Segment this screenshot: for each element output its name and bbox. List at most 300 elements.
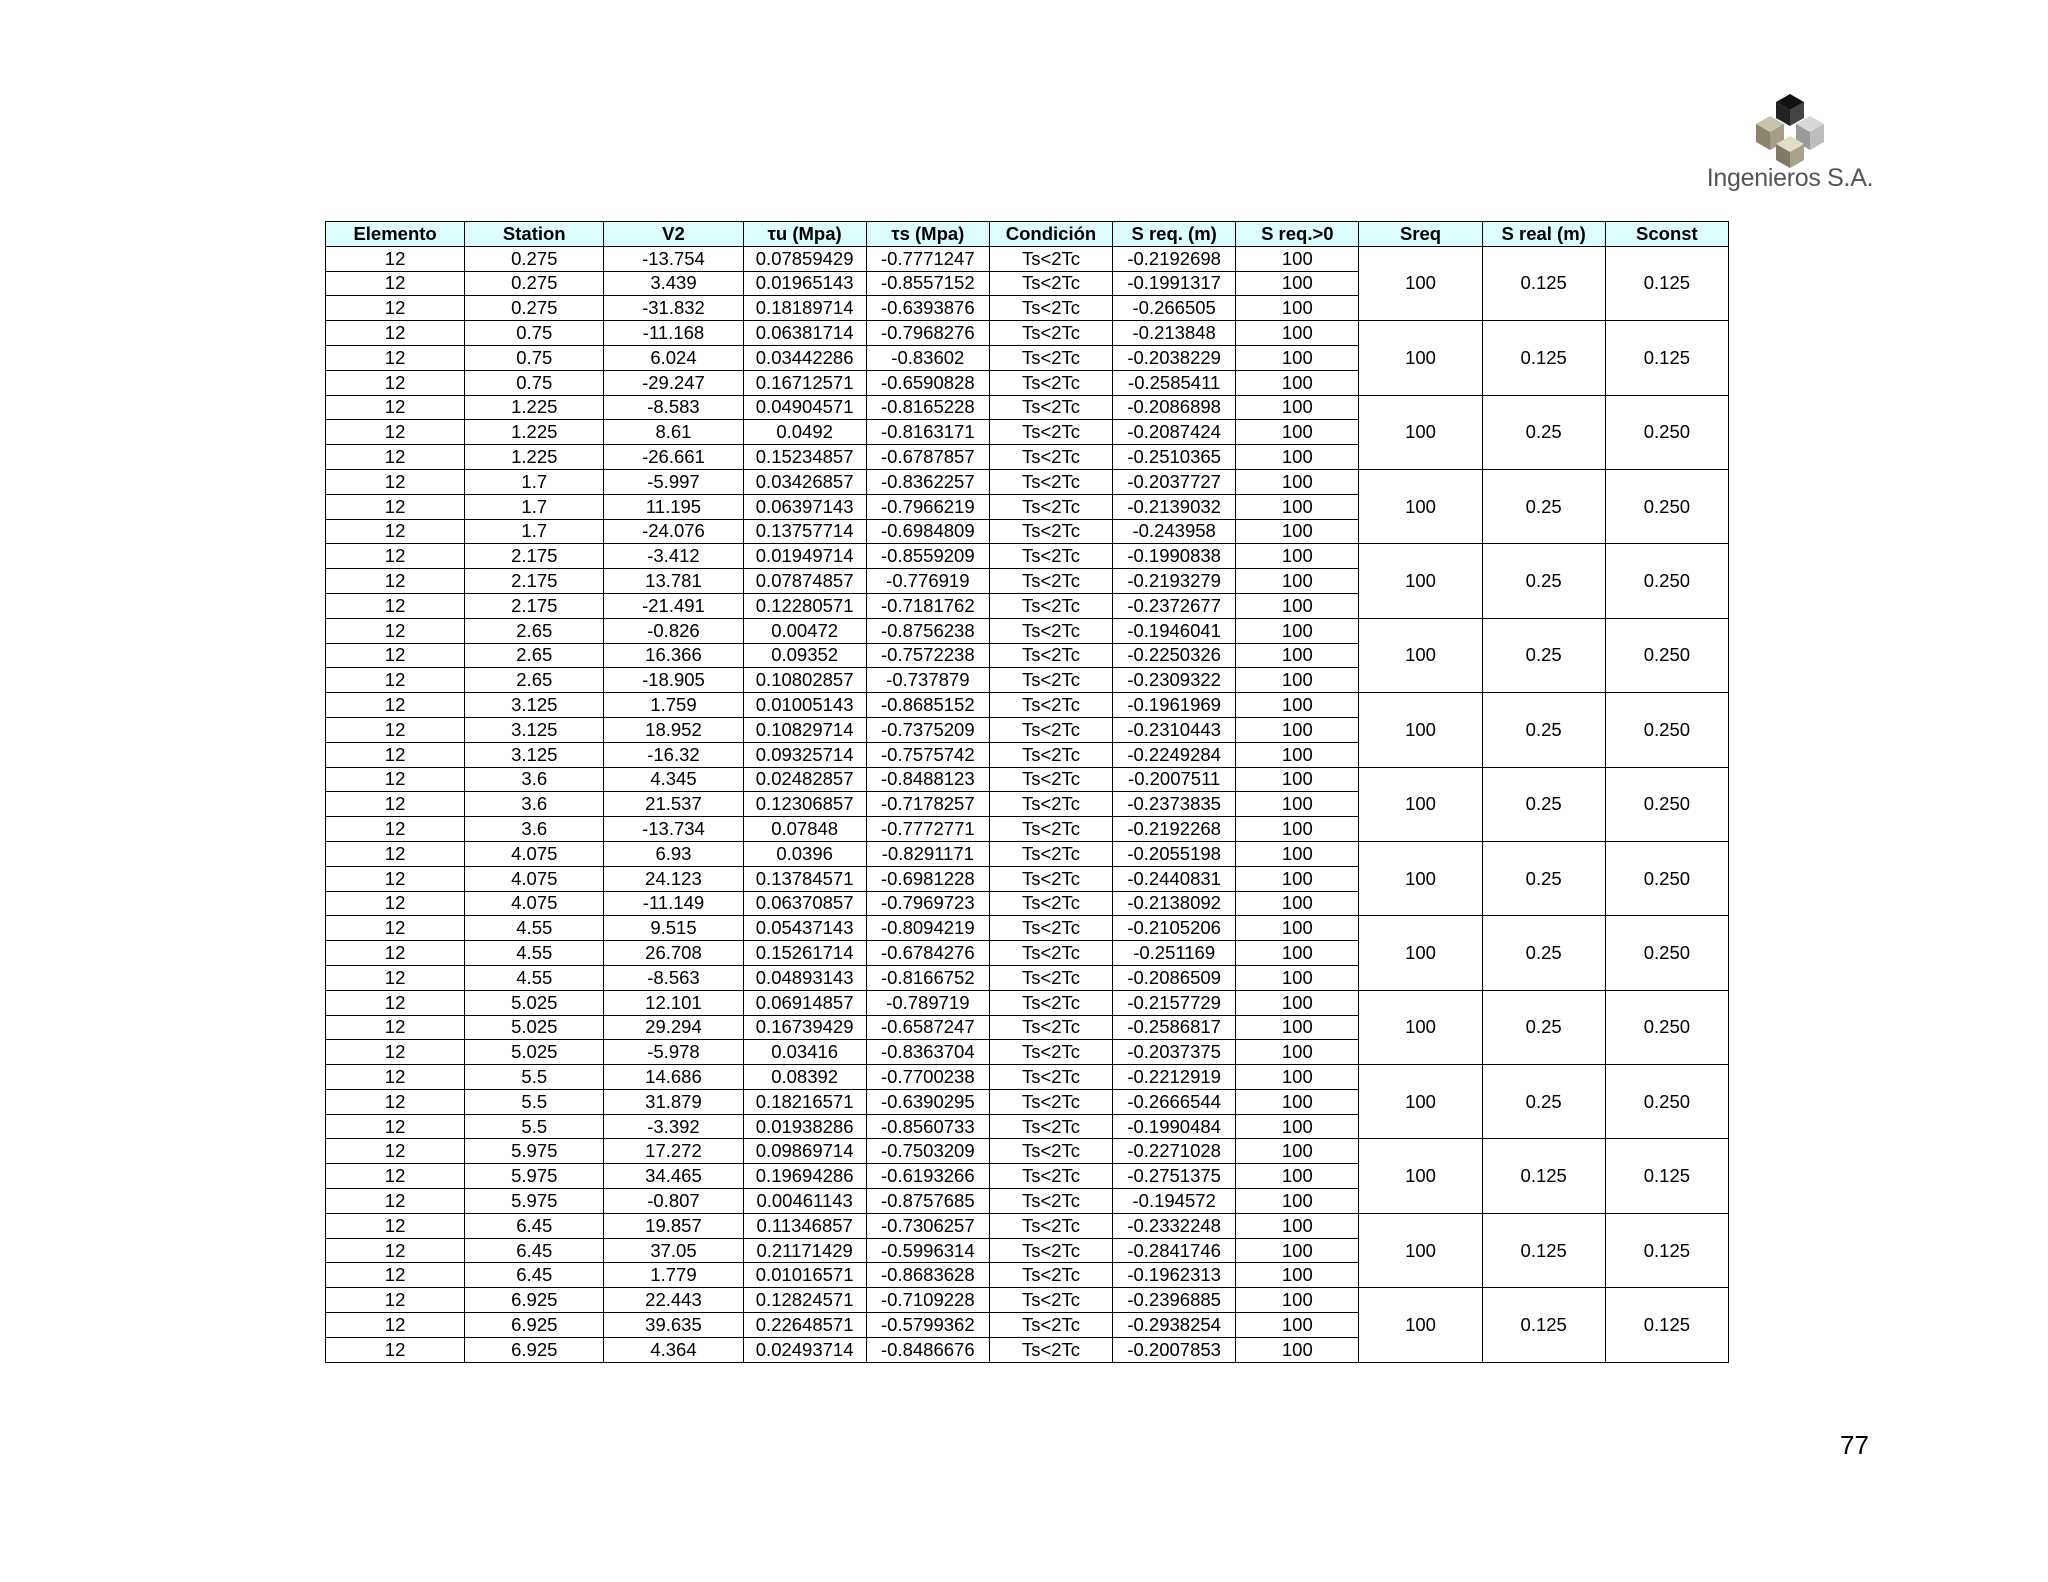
table-cell: 4.364	[604, 1337, 743, 1362]
table-cell: 5.5	[465, 1089, 604, 1114]
table-cell: Ts<2Tc	[989, 370, 1112, 395]
s-real-cell: 0.25	[1482, 469, 1605, 543]
table-cell: 4.075	[465, 866, 604, 891]
table-cell: 0.00472	[743, 618, 866, 643]
table-cell: 12	[326, 767, 465, 792]
table-cell: -0.7700238	[866, 1065, 989, 1090]
table-cell: -0.2086898	[1113, 395, 1236, 420]
table-cell: -0.8560733	[866, 1114, 989, 1139]
table-cell: 1.759	[604, 693, 743, 718]
table-cell: 4.55	[465, 941, 604, 966]
table-cell: 100	[1236, 767, 1359, 792]
table-cell: 100	[1236, 494, 1359, 519]
table-cell: Ts<2Tc	[989, 469, 1112, 494]
table-cell: 5.025	[465, 1040, 604, 1065]
table-cell: 100	[1236, 519, 1359, 544]
table-cell: -0.2087424	[1113, 420, 1236, 445]
table-cell: 0.02482857	[743, 767, 866, 792]
table-cell: 0.05437143	[743, 916, 866, 941]
table-cell: 100	[1236, 916, 1359, 941]
table-cell: 1.7	[465, 469, 604, 494]
table-row	[326, 1065, 1729, 1090]
table-cell: Ts<2Tc	[989, 618, 1112, 643]
table-cell: 6.45	[465, 1238, 604, 1263]
table-cell: 0.21171429	[743, 1238, 866, 1263]
table-cell: 100	[1236, 1263, 1359, 1288]
table-cell: -0.213848	[1113, 321, 1236, 346]
table-cell: 12	[326, 544, 465, 569]
table-row	[326, 693, 1729, 718]
table-cell: -0.7575742	[866, 742, 989, 767]
sconst-cell: 0.250	[1605, 395, 1728, 469]
table-cell: 12.101	[604, 990, 743, 1015]
table-cell: 100	[1236, 1238, 1359, 1263]
table-cell: 0.0492	[743, 420, 866, 445]
table-cell: 0.15234857	[743, 445, 866, 470]
sconst-cell: 0.250	[1605, 544, 1728, 618]
table-cell: -0.243958	[1113, 519, 1236, 544]
table-cell: 100	[1236, 1313, 1359, 1338]
table-cell: 12	[326, 618, 465, 643]
table-cell: Ts<2Tc	[989, 643, 1112, 668]
table-cell: 12	[326, 1263, 465, 1288]
table-cell: 12	[326, 1139, 465, 1164]
table-cell: 0.22648571	[743, 1313, 866, 1338]
table-cell: Ts<2Tc	[989, 246, 1112, 271]
table-cell: 100	[1236, 990, 1359, 1015]
sreq-cell: 100	[1359, 544, 1482, 618]
table-cell: -0.6784276	[866, 941, 989, 966]
table-cell: 4.345	[604, 767, 743, 792]
table-cell: 2.65	[465, 668, 604, 693]
table-cell: -0.266505	[1113, 296, 1236, 321]
table-cell: 3.125	[465, 693, 604, 718]
table-cell: -0.5996314	[866, 1238, 989, 1263]
table-cell: 100	[1236, 618, 1359, 643]
table-cell: 100	[1236, 1337, 1359, 1362]
header-tau-u: τu (Mpa)	[743, 222, 866, 247]
table-cell: -0.1990838	[1113, 544, 1236, 569]
sconst-cell: 0.250	[1605, 693, 1728, 767]
table-cell: 12	[326, 445, 465, 470]
sreq-cell: 100	[1359, 1288, 1482, 1362]
table-cell: -0.2138092	[1113, 891, 1236, 916]
table-cell: -0.2332248	[1113, 1213, 1236, 1238]
table-cell: 12	[326, 246, 465, 271]
table-cell: Ts<2Tc	[989, 1337, 1112, 1362]
table-cell: Ts<2Tc	[989, 916, 1112, 941]
table-cell: 16.366	[604, 643, 743, 668]
table-cell: -0.7503209	[866, 1139, 989, 1164]
table-cell: 0.03416	[743, 1040, 866, 1065]
table-cell: 1.225	[465, 420, 604, 445]
table-cell: -0.826	[604, 618, 743, 643]
table-cell: 0.15261714	[743, 941, 866, 966]
table-cell: Ts<2Tc	[989, 817, 1112, 842]
table-cell: 100	[1236, 1189, 1359, 1214]
header-v2: V2	[604, 222, 743, 247]
table-cell: 12	[326, 891, 465, 916]
table-row	[326, 990, 1729, 1015]
table-cell: Ts<2Tc	[989, 271, 1112, 296]
sreq-cell: 100	[1359, 395, 1482, 469]
sreq-cell: 100	[1359, 1139, 1482, 1213]
table-cell: 6.93	[604, 841, 743, 866]
table-cell: 4.075	[465, 891, 604, 916]
table-cell: 3.6	[465, 817, 604, 842]
table-cell: -0.7178257	[866, 792, 989, 817]
table-cell: 12	[326, 395, 465, 420]
table-cell: 9.515	[604, 916, 743, 941]
table-cell: -29.247	[604, 370, 743, 395]
table-cell: 1.225	[465, 445, 604, 470]
table-cell: Ts<2Tc	[989, 668, 1112, 693]
page-number: 77	[1840, 1430, 1869, 1460]
table-cell: Ts<2Tc	[989, 593, 1112, 618]
table-cell: 100	[1236, 1114, 1359, 1139]
table-cell: 12	[326, 494, 465, 519]
table-cell: -0.2139032	[1113, 494, 1236, 519]
table-cell: -0.8557152	[866, 271, 989, 296]
table-cell: Ts<2Tc	[989, 965, 1112, 990]
table-cell: -21.491	[604, 593, 743, 618]
table-cell: -0.6787857	[866, 445, 989, 470]
table-cell: -0.6193266	[866, 1164, 989, 1189]
table-row	[326, 321, 1729, 346]
table-cell: 12	[326, 1213, 465, 1238]
table-cell: 34.465	[604, 1164, 743, 1189]
table-cell: Ts<2Tc	[989, 1288, 1112, 1313]
table-cell: 100	[1236, 395, 1359, 420]
table-cell: -0.7771247	[866, 246, 989, 271]
table-cell: 5.025	[465, 990, 604, 1015]
table-cell: 12	[326, 990, 465, 1015]
table-cell: 12	[326, 420, 465, 445]
table-cell: 12	[326, 742, 465, 767]
table-cell: -0.8683628	[866, 1263, 989, 1288]
table-cell: 100	[1236, 1040, 1359, 1065]
table-cell: 2.175	[465, 569, 604, 594]
table-cell: 0.00461143	[743, 1189, 866, 1214]
table-cell: -0.2038229	[1113, 345, 1236, 370]
header-station: Station	[465, 222, 604, 247]
table-cell: 0.08392	[743, 1065, 866, 1090]
table-cell: -0.8559209	[866, 544, 989, 569]
table-cell: 14.686	[604, 1065, 743, 1090]
table-cell: -18.905	[604, 668, 743, 693]
table-cell: Ts<2Tc	[989, 767, 1112, 792]
table-row	[326, 1213, 1729, 1238]
table-cell: 24.123	[604, 866, 743, 891]
table-cell: -0.2055198	[1113, 841, 1236, 866]
table-cell: -0.8363704	[866, 1040, 989, 1065]
table-cell: -0.2841746	[1113, 1238, 1236, 1263]
table-cell: -0.807	[604, 1189, 743, 1214]
table-row	[326, 246, 1729, 271]
table-cell: -0.2105206	[1113, 916, 1236, 941]
table-cell: 0.01965143	[743, 271, 866, 296]
table-cell: 100	[1236, 246, 1359, 271]
table-cell: 4.075	[465, 841, 604, 866]
table-cell: 13.781	[604, 569, 743, 594]
s-real-cell: 0.25	[1482, 395, 1605, 469]
sreq-cell: 100	[1359, 618, 1482, 692]
table-cell: 100	[1236, 1065, 1359, 1090]
table-cell: 12	[326, 1089, 465, 1114]
table-cell: -0.8165228	[866, 395, 989, 420]
table-cell: Ts<2Tc	[989, 494, 1112, 519]
table-cell: -0.8488123	[866, 767, 989, 792]
table-cell: 100	[1236, 1213, 1359, 1238]
table-cell: 0.02493714	[743, 1337, 866, 1362]
table-cell: Ts<2Tc	[989, 420, 1112, 445]
table-row	[326, 767, 1729, 792]
sconst-cell: 0.125	[1605, 1139, 1728, 1213]
table-cell: -0.6984809	[866, 519, 989, 544]
table-cell: 11.195	[604, 494, 743, 519]
table-cell: -0.1946041	[1113, 618, 1236, 643]
table-cell: Ts<2Tc	[989, 321, 1112, 346]
table-cell: 2.65	[465, 618, 604, 643]
table-cell: 12	[326, 792, 465, 817]
table-cell: Ts<2Tc	[989, 544, 1112, 569]
table-cell: 6.925	[465, 1313, 604, 1338]
table-cell: -0.2086509	[1113, 965, 1236, 990]
table-cell: 5.5	[465, 1114, 604, 1139]
table-cell: 12	[326, 1313, 465, 1338]
table-cell: -0.2938254	[1113, 1313, 1236, 1338]
table-cell: 31.879	[604, 1089, 743, 1114]
table-cell: Ts<2Tc	[989, 1089, 1112, 1114]
sconst-cell: 0.250	[1605, 469, 1728, 543]
table-cell: 0.12280571	[743, 593, 866, 618]
table-cell: 0.75	[465, 370, 604, 395]
table-cell: Ts<2Tc	[989, 866, 1112, 891]
table-cell: 1.225	[465, 395, 604, 420]
table-cell: 3.125	[465, 742, 604, 767]
table-cell: Ts<2Tc	[989, 891, 1112, 916]
table-cell: -11.149	[604, 891, 743, 916]
table-cell: Ts<2Tc	[989, 296, 1112, 321]
sreq-cell: 100	[1359, 916, 1482, 990]
table-cell: -0.1962313	[1113, 1263, 1236, 1288]
table-cell: 100	[1236, 1139, 1359, 1164]
table-cell: 12	[326, 1288, 465, 1313]
table-cell: 3.6	[465, 767, 604, 792]
table-cell: -0.8166752	[866, 965, 989, 990]
table-cell: -5.978	[604, 1040, 743, 1065]
sconst-cell: 0.250	[1605, 990, 1728, 1064]
table-cell: 0.01005143	[743, 693, 866, 718]
table-cell: -0.8756238	[866, 618, 989, 643]
table-cell: 100	[1236, 1015, 1359, 1040]
table-cell: 0.07848	[743, 817, 866, 842]
s-real-cell: 0.125	[1482, 1213, 1605, 1287]
table-cell: Ts<2Tc	[989, 841, 1112, 866]
table-cell: 1.779	[604, 1263, 743, 1288]
table-cell: -11.168	[604, 321, 743, 346]
table-cell: 0.11346857	[743, 1213, 866, 1238]
table-cell: -0.8685152	[866, 693, 989, 718]
table-cell: Ts<2Tc	[989, 990, 1112, 1015]
table-cell: -0.1991317	[1113, 271, 1236, 296]
table-cell: Ts<2Tc	[989, 445, 1112, 470]
table-cell: -0.2007511	[1113, 767, 1236, 792]
s-real-cell: 0.25	[1482, 693, 1605, 767]
table-cell: 6.925	[465, 1337, 604, 1362]
sconst-cell: 0.250	[1605, 841, 1728, 915]
table-cell: 100	[1236, 296, 1359, 321]
table-cell: 0.06914857	[743, 990, 866, 1015]
table-cell: -0.5799362	[866, 1313, 989, 1338]
s-real-cell: 0.25	[1482, 990, 1605, 1064]
table-cell: -0.2586817	[1113, 1015, 1236, 1040]
table-cell: 12	[326, 469, 465, 494]
table-cell: -0.7966219	[866, 494, 989, 519]
table-cell: 0.06370857	[743, 891, 866, 916]
table-row	[326, 395, 1729, 420]
table-cell: -0.2250326	[1113, 643, 1236, 668]
table-cell: 100	[1236, 271, 1359, 296]
table-cell: -13.734	[604, 817, 743, 842]
table-cell: -0.2440831	[1113, 866, 1236, 891]
s-real-cell: 0.25	[1482, 841, 1605, 915]
table-cell: 29.294	[604, 1015, 743, 1040]
table-cell: 12	[326, 271, 465, 296]
table-row	[326, 841, 1729, 866]
table-cell: 12	[326, 345, 465, 370]
table-cell: Ts<2Tc	[989, 1263, 1112, 1288]
table-cell: -0.7968276	[866, 321, 989, 346]
table-cell: -0.2037727	[1113, 469, 1236, 494]
company-logo	[1700, 92, 1880, 202]
table-cell: 12	[326, 841, 465, 866]
table-cell: -0.2157729	[1113, 990, 1236, 1015]
table-cell: 1.7	[465, 494, 604, 519]
table-row	[326, 544, 1729, 569]
table-cell: -0.6981228	[866, 866, 989, 891]
table-cell: 3.439	[604, 271, 743, 296]
table-cell: 100	[1236, 792, 1359, 817]
table-cell: 18.952	[604, 717, 743, 742]
table-cell: 100	[1236, 469, 1359, 494]
table-cell: 0.18189714	[743, 296, 866, 321]
table-row	[326, 469, 1729, 494]
table-cell: Ts<2Tc	[989, 569, 1112, 594]
table-cell: -5.997	[604, 469, 743, 494]
table-cell: Ts<2Tc	[989, 519, 1112, 544]
s-real-cell: 0.125	[1482, 1139, 1605, 1213]
table-cell: -0.2372677	[1113, 593, 1236, 618]
sreq-cell: 100	[1359, 321, 1482, 395]
table-cell: 100	[1236, 693, 1359, 718]
table-cell: -0.251169	[1113, 941, 1236, 966]
table-cell: Ts<2Tc	[989, 1313, 1112, 1338]
table-cell: 19.857	[604, 1213, 743, 1238]
table-cell: 0.16712571	[743, 370, 866, 395]
cube-logo-icon	[1750, 92, 1830, 172]
table-cell: 3.6	[465, 792, 604, 817]
s-real-cell: 0.25	[1482, 1065, 1605, 1139]
table-cell: 100	[1236, 544, 1359, 569]
table-cell: Ts<2Tc	[989, 395, 1112, 420]
table-cell: Ts<2Tc	[989, 1238, 1112, 1263]
table-cell: 12	[326, 1065, 465, 1090]
table-cell: 0.10802857	[743, 668, 866, 693]
table-cell: 6.024	[604, 345, 743, 370]
sreq-cell: 100	[1359, 841, 1482, 915]
table-cell: 0.75	[465, 345, 604, 370]
table-cell: Ts<2Tc	[989, 1065, 1112, 1090]
sconst-cell: 0.125	[1605, 1288, 1728, 1362]
table-cell: 4.55	[465, 916, 604, 941]
table-cell: 0.16739429	[743, 1015, 866, 1040]
table-cell: 12	[326, 370, 465, 395]
table-cell: 0.01016571	[743, 1263, 866, 1288]
table-cell: 0.0396	[743, 841, 866, 866]
table-cell: 12	[326, 1015, 465, 1040]
table-cell: -0.7772771	[866, 817, 989, 842]
table-cell: 100	[1236, 1164, 1359, 1189]
table-cell: -0.776919	[866, 569, 989, 594]
header-s-real: S real (m)	[1482, 222, 1605, 247]
table-cell: -0.6590828	[866, 370, 989, 395]
table-cell: 26.708	[604, 941, 743, 966]
table-cell: 100	[1236, 717, 1359, 742]
table-cell: 12	[326, 1189, 465, 1214]
table-cell: -0.6393876	[866, 296, 989, 321]
table-cell: 0.07874857	[743, 569, 866, 594]
table-cell: 0.13784571	[743, 866, 866, 891]
table-cell: 12	[326, 519, 465, 544]
table-cell: 12	[326, 866, 465, 891]
table-cell: Ts<2Tc	[989, 1015, 1112, 1040]
header-s-req: S req. (m)	[1113, 222, 1236, 247]
table-cell: -24.076	[604, 519, 743, 544]
table-cell: 5.975	[465, 1189, 604, 1214]
table-cell: 100	[1236, 345, 1359, 370]
header-condicion: Condición	[989, 222, 1112, 247]
shear-design-table	[325, 221, 1729, 1363]
table-cell: 100	[1236, 841, 1359, 866]
sconst-cell: 0.125	[1605, 321, 1728, 395]
table-cell: Ts<2Tc	[989, 1213, 1112, 1238]
table-cell: 2.175	[465, 593, 604, 618]
sreq-cell: 100	[1359, 1213, 1482, 1287]
table-body	[326, 246, 1729, 1362]
table-cell: -0.8486676	[866, 1337, 989, 1362]
table-cell: 12	[326, 593, 465, 618]
header-s-req-positive: S req.>0	[1236, 222, 1359, 247]
table-cell: 100	[1236, 891, 1359, 916]
table-cell: 5.5	[465, 1065, 604, 1090]
table-cell: 12	[326, 643, 465, 668]
table-cell: -0.737879	[866, 668, 989, 693]
table-cell: 100	[1236, 866, 1359, 891]
table-cell: 0.12824571	[743, 1288, 866, 1313]
table-cell: 17.272	[604, 1139, 743, 1164]
table-cell: 1.7	[465, 519, 604, 544]
sconst-cell: 0.250	[1605, 618, 1728, 692]
table-cell: Ts<2Tc	[989, 717, 1112, 742]
sconst-cell: 0.125	[1605, 1213, 1728, 1287]
table-cell: 39.635	[604, 1313, 743, 1338]
table-cell: 100	[1236, 569, 1359, 594]
table-cell: 12	[326, 1337, 465, 1362]
sreq-cell: 100	[1359, 469, 1482, 543]
table-cell: -0.2396885	[1113, 1288, 1236, 1313]
table-cell: -31.832	[604, 296, 743, 321]
